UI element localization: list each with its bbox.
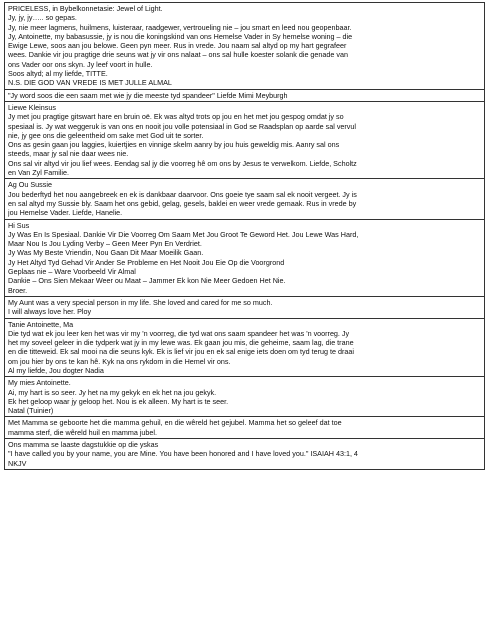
- tribute-line: Soos altyd; al my liefde, TITTE.: [8, 69, 108, 79]
- tribute-line: mamma sterf, die wêreld huil en mamma jubel.: [8, 427, 157, 437]
- tribute-line: Dankie – Ons Sien Mekaar Weer ou Maat – Jammer Ek kon Nie Meer Gedoen Het Nie.: [8, 276, 286, 286]
- memorial-tributes-document: [4, 2, 485, 620]
- tribute-line: Jy Het Altyd Tyd Gehad Vir Ander Se Probleme en Het Nooit Jou Eie Op die Voorgrond: [8, 257, 285, 267]
- tribute-line: Die tyd wat ek jou leer ken het was vir my 'n voorreg, die tyd wat ons saam spandeer het was 'n voorreg. Jy: [8, 328, 350, 338]
- tribute-line: om jou hier by ons te kan hê. Kyk na ons rykdom in die Hemel vir ons.: [8, 356, 231, 366]
- tribute-line: Met Mamma se geboorte het die mamma gehuil, en die wêreld het gejubel. Mamma het so geleef dat toe: [8, 418, 342, 428]
- tribute-line: Liewe Kleinsus: [8, 102, 56, 112]
- tribute-entry-natal: [4, 377, 485, 417]
- tribute-line: Ai, my hart is so seer. Jy het na my gekyk en ek het na jou gekyk.: [8, 387, 217, 397]
- tribute-entry-mimi: [4, 90, 485, 102]
- tribute-line: nie, jy gee ons die geleentheid om sake met God uit te sorter.: [8, 130, 204, 140]
- tribute-line: Jy Was My Beste Vriendin, Nou Gaan Dit Maar Moeilik Gaan.: [8, 248, 204, 258]
- tribute-entry-isaiah: [4, 439, 485, 470]
- tribute-line: het my soveel geleer in die tydperk wat jy in my lewe was. Ek gaan jou mis, die geheime, saam lag, die trane: [8, 338, 354, 348]
- tribute-line: "I have called you by your name, you are Mine. You have been honored and I have loved you." ISAIAH 43:1, 4: [8, 449, 358, 459]
- tribute-line: NKJV: [8, 458, 27, 468]
- tribute-entry-kleinsus: [4, 102, 485, 179]
- tribute-line: Hi Sus: [8, 220, 30, 230]
- tribute-line: jou Hemelse Vader. Liefde, Hanelie.: [8, 208, 123, 218]
- tribute-line: Ag Ou Sussie: [8, 180, 52, 190]
- tribute-line: N.S. DIE GOD VAN VREDE IS MET JULLE ALMAL: [8, 78, 172, 88]
- tribute-entry-mamma: [4, 417, 485, 439]
- tribute-line: ons Vader oor ons skyn. Jy leef voort in hulle.: [8, 59, 153, 69]
- tribute-entry-ploy: [4, 297, 485, 319]
- tribute-line: Ek het geloop waar jy geloop het. Nou is ek alleen. My hart is te seer.: [8, 396, 229, 406]
- tribute-line: Jy met jou pragtige gitswart hare en bruin oë. Ek was altyd trots op jou en het met jou gespog omdat jy so: [8, 112, 344, 122]
- tribute-line: Jou bederftyd het nou aangebreek en ek is dankbaar daarvoor. Ons goeie tye saam sal ek nooit vergeet. Jy is: [8, 189, 357, 199]
- tribute-line: Ons sal vir altyd vir jou lief wees. Eendag sal jy die voorreg hê om ons by Jesus te verwelkom. Liefde, Scholtz: [8, 158, 357, 168]
- tribute-line: Maar Nou Is Jou Lyding Verby – Geen Meer Pyn En Verdriet.: [8, 239, 202, 249]
- tribute-entry-nadia: [4, 319, 485, 378]
- tribute-line: en Van Zyl Familie.: [8, 168, 69, 178]
- tribute-line: I will always love her. Ploy: [8, 307, 92, 317]
- tribute-line: Geplaas nie – Ware Voorbeeld Vir Almal: [8, 267, 136, 277]
- tribute-line: PRICELESS, in Bybelkonnetasie: Jewel of Light.: [8, 4, 163, 13]
- tribute-line: en sal altyd my Sussie bly. Saam het ons gebid, gelag, gesels, baklei en weer vrede gemaak. Rus in vrede by: [8, 198, 357, 208]
- tribute-line: en die titteweid. Ek sal mooi na die seuns kyk. Ek is lief vir jou en ek sal enige iets doen om tyd terug te draai: [8, 347, 354, 357]
- tribute-entry-broer: [4, 220, 485, 297]
- tribute-line: My Aunt was a very special person in my life. She loved and cared for me so much.: [8, 297, 273, 307]
- tribute-entry-hanelie: [4, 179, 485, 219]
- tribute-line: Natal (Tuinier): [8, 406, 54, 416]
- tribute-line: Ewige Lewe, soos aan jou belowe. Geen pyn meer. Rus in vrede. Jou naam sal altyd op my hart gegrafeer: [8, 41, 347, 51]
- tribute-line: Jy Was En Is Spesiaal. Dankie Vir Die Voorreg Om Saam Met Jou Groot Te Geword Het. Jou Lewe Was Hard,: [8, 229, 359, 239]
- tribute-line: Jy, Antoinette, my babasussie, jy is nou die koningskind van ons Hemelse Vader in Sy hemelse woning – die: [8, 31, 353, 41]
- tribute-line: Tanie Antoinette, Ma: [8, 319, 74, 329]
- tribute-line: wees. Dankie vir jou pragtige drie seuns wat jy vir ons nalaat – ons sal hulle koester solank die genade van: [8, 50, 349, 60]
- tribute-line: Ons as gesin gaan jou laggies, kuiertjies en vinnige skelm aanry by jou huis geweldig mis. Aanry sal ons: [8, 140, 340, 150]
- tribute-line: steeds, maar jy sal nie daar wees nie.: [8, 149, 129, 159]
- tribute-line: Broer.: [8, 285, 28, 295]
- tribute-line: Jy, nie meer lagmens, huilmens, luisteraar, raadgewer, vertroueling nie – jou smart en leed nou geopenbaar.: [8, 22, 352, 32]
- tribute-line: My mies Antoinette.: [8, 378, 71, 388]
- tribute-line: Jy, jy, jy….. so gepas.: [8, 13, 77, 23]
- tribute-line: "Jy word soos die een saam met wie jy die meeste tyd spandeer" Liefde Mimi Meyburgh: [8, 90, 288, 100]
- tribute-line: spesiaal is. Jy wat weggeruk is van ons en nooit jou volle potensiaal in God se Raadsplan op aarde sal vervul: [8, 121, 356, 131]
- tribute-entry-titte: [4, 2, 485, 90]
- tribute-line: Ons mamma se laaste dagstukkie op die yskas: [8, 440, 159, 450]
- tribute-line: Al my liefde, Jou dogter Nadia: [8, 365, 104, 375]
